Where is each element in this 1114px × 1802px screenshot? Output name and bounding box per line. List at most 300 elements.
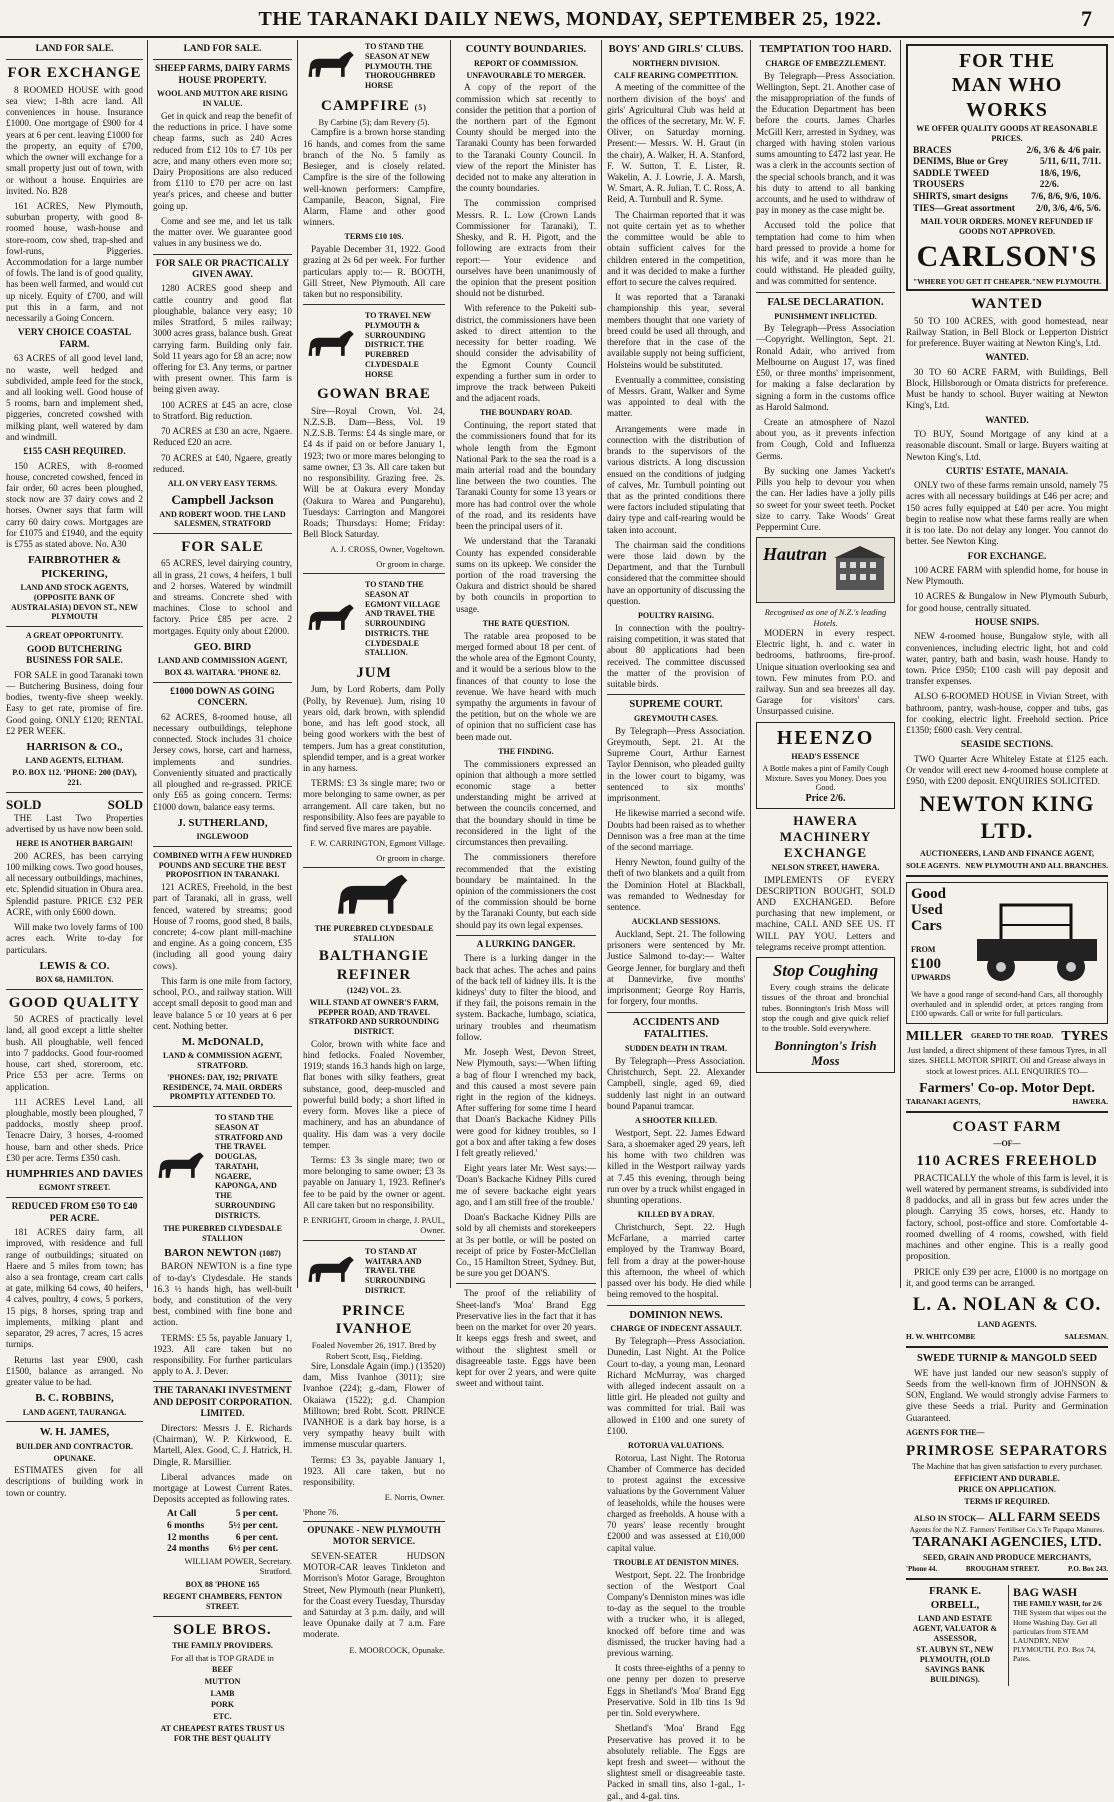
article-subhead: THE BOUNDARY ROAD. [479,408,573,418]
column-rule [750,40,751,1288]
fee-line: TERMS £10 10S. [344,232,404,242]
horse-pedigree: By Carbine (5); dam Revery (5). [318,117,430,128]
article-text: The proof of the reliability of Sheet-land's 'Moa' Brand Egg Preservative lies in the fact that it has been on the market for over 20 years. It keeps eggs fresh and sweet, and without the slightest smell or disagreeable taste. Eggs have been kept for over 2 years, and were quite sweet and without taint. [456,1288,596,1389]
article-text: In connection with the poultry-raising competition, it was stated that about 80 applications had been received. The committee discussed the matter of the provision of suitable birds. [607,622,745,689]
ad-heading: GOOD QUALITY [8,994,141,1011]
column-4 [456,40,596,1389]
farmers-left: TARANAKI AGENTS, [906,1097,981,1107]
carlsons-ad [906,44,1108,291]
irish-moss-ad [756,957,895,1073]
ad-heading: ALL ON VERY EASY TERMS. [167,478,278,488]
horse-name: JUM [356,665,392,682]
article-headline: A LURKING DANGER. [476,939,576,950]
article-subhead: CHARGE OF INDECENT ASSAULT. [610,1324,742,1334]
used-cars-ad [906,882,1108,1024]
orbell-address: ST. AUBYN ST., NEW PLYMOUTH, (OLD SAVINGS BANK BUILDINGS). [916,1645,994,1684]
article-text: Arrangements were made in connection with the distribution of brands to the supervisors of the various districts. A long discussion ensued on the conditions of judging of calves, Mr. Turnbull pointing out that as the printed conditions there were factors included stipulating that dairy type and calf-rearing would be taken into account. [607,423,745,535]
horse-caption: THE PUREBRED CLYDESDALE STALLION [314,923,434,943]
horse-number: (5) [414,102,427,112]
article-text: The commission comprised Messrs. R. L. Low (Crown Lands Commissioner for Taranaki), T. Shesky, and R. H. Pigott, and the following are extracts from their report:— Your evidence and ourselves have been unanimously of the opinion that the present position should not be disturbed. [456,198,596,299]
article-text: It costs three-eighths of a penny to one penny per dozen to preserve Eggs in Shetland's 'Moa' Brand Egg Preservative. Sold in 1lb tins 1s 9d per tin. Sold everywhere. [607,1663,745,1719]
stallion-name-text: BARON NEWTON [164,1246,257,1259]
ad-text: 100 ACRE FARM with splendid home, for house in New Plymouth. [906,565,1108,587]
agent-box: P.O. BOX 112. 'PHONE: 200 (DAY), 221. [12,768,137,787]
signature: E. Norris, Owner. [384,1492,445,1503]
newton-king-brand: NEWTON KING LTD. [919,791,1095,844]
price-value: 7/6, 8/6, 9/6, 10/6. [1031,191,1101,202]
horse-caption: THE PUREBRED CLYDESDALE STALLION [163,1224,282,1244]
ad-text: 8 ROOMED HOUSE with good sea view; 1-8th acre land. All conveniences in house. Insurance £1000. One mortgage of £900 for 4 years at 6 per cent. leaving £1000 for the property, an equity of £700, which the owner will exchange for a small property just out of town, with or without a house. Enquiries are invited. No. B28 [6,84,143,196]
ad-text: Directors: Messrs J. E. Richards (Chairman), W. P. Kirkwood, E. Martell, Alex. Good, C. J. Hatrick, H. Dingle, R. Marsillier. [153,1422,292,1467]
sole-sub: THE FAMILY PROVIDERS. [172,1640,273,1650]
ad-heading: A GREAT OPPORTUNITY. [25,631,124,641]
article-text: The Chairman reported that it was not quite certain yet as to whether the committee would be able to obtain sufficient calves for the children entered in the competition, and it was decided to make a further effort to secure the calves required. [607,209,745,288]
newton-king-sub: AUCTIONEERS, LAND AND FINANCE AGENT, [919,849,1095,859]
nolan-right: SALESMAN. [1064,1331,1108,1341]
ad-text: 70 ACRES at £30 an acre, Ngaere. Reduced £20 an acre. [153,426,292,448]
irish-moss-title: Stop Coughing [772,961,879,981]
ad-text: 62 ACRES, 8-roomed house, all necessary outbuildings, telephone connected. Stock includes 31 choice Jersey cows, horse, cart and harness, implements and sundries. Conveniently situated and practically all ploughed and re-grassed. PRICE only £65 as going concern. Terms: £1000 down, balance easy terms. [153,711,292,812]
ad-text: This farm is one mile from factory, school, P.O., and railway station. Will accept small deposit to good man and leave balance 5 or 10 years at 6 per cent. Nothing better. [153,975,292,1031]
sold-label: SOLD [107,796,143,812]
horse-name: BALTHANGIE REFINER [318,948,430,983]
agent-address: AND ROBERT WOOD. THE LAND SALESMEN, STRATFORD [159,509,286,529]
agent-address: EGMONT STREET. [38,1183,111,1193]
section-heading: LAND FOR SALE. [35,44,114,54]
ad-text: ALSO 6-ROOMED HOUSE in Vivian Street, with bathroom, pantry, wash-house, copper and tubs, gas for cooking, electric light. Freehold section. Price £1350; £600 cash. Very central. [906,691,1108,736]
article-subhead: CHARGE OF EMBEZZLEMENT. [765,58,886,68]
ad-text: The Machine that has given satisfaction to every purchaser. [912,1461,1102,1471]
signature: P. ENRIGHT, Groom in charge, J. PAUL, Owner. [303,1215,445,1236]
column-5 [607,40,745,1801]
prim-item: TERMS IF REQUIRED. [964,1497,1050,1507]
ad-text: PRACTICALLY the whole of this farm is level, it is well watered by permanent streams, is subdivided into 8 paddocks, and all in grass but few acres under the plough. Carrying 35 cows, horses, etc. Handy to factory, school, post-office and store. Comfortable 4-roomed dwelling of 4 rooms, cowshed, with field machines and other engine. This is a really good proposition. [906,1172,1108,1262]
ad-text: 10 ACRES & Bungalow in New Plymouth Suburb, for good house, centrally situated. [906,591,1108,613]
horse-illustration-icon [153,1149,211,1185]
horse-illustration-icon [303,600,361,638]
sole-item: ETC. [213,1712,232,1722]
agent-box: BOX 43. WAITARA. 'PHONE 82. [164,668,281,678]
agent-name: HUMPHRIES AND DAVIES [6,1168,143,1181]
ad-heading: HERE IS ANOTHER BARGAIN! [16,839,133,849]
ad-text: Come and see me, and let us talk the matter over. We guarantee good values in any business we do. [153,215,292,249]
column-rule [601,40,602,1288]
heenzo-text: A Bottle makes a pint of Family Cough Mixture. Saves you Money. Does you Good. [762,763,889,793]
column-2 [153,40,292,1743]
article-subhead: GREYMOUTH CASES. [633,714,718,723]
stallion-name [153,1247,292,1260]
stand-notice: TO STAND THE SEASON AT STRATFORD AND THE TRAVEL DOUGLAS, TARATAHI, NGAERE, KAPONGA, AND THE SURROUNDING DISTRICTS. [215,1113,283,1220]
ad-heading: WANTED. [985,415,1029,426]
agent-name: B. C. ROBBINS, [35,1392,114,1405]
horse-name: GOWAN BRAE [317,386,431,403]
price-row [913,169,1101,192]
ad-heading: WANTED. [985,353,1029,364]
all-farm-seeds: ALL FARM SEEDS [988,1508,1101,1524]
stallion-number: (1087) [259,1248,281,1258]
sole-item: LAMB [210,1688,235,1698]
article-headline: ACCIDENTS AND FATALITIES. [632,1016,720,1041]
signature: WILLIAM POWER, Secretary. Stratford. [184,1555,292,1577]
tar-phone: 'Phone 44. [906,1564,938,1573]
article-text: The chairman said the conditions were those laid down by the Department, and that the Turnbull considered that the committee should have an opportunity of discussing the question. [607,539,745,606]
ad-heading: MAN WHO WORKS [951,74,1063,121]
article-text: By Telegraph—Press Association. Christchurch, Sept. 22. Alexander Campbell, single, aged 69, died suddenly last night in an outward bound Papanui tramcar. [607,1055,745,1111]
newton-king-right: NEW PLYMOUTH AND ALL BRANCHES. [965,860,1108,870]
ad-text: 65 ACRES, level dairying country, all in grass, 21 cows, 4 heifers, 1 bull and 2 horses. Watered by windmill and streams. Concrete shed with machines. Close to school and factory. Price £85 per acre. 2 mortgages. Equity only about £2000. [153,558,292,636]
ad-text: Campfire is a brown horse standing 16 hands, and comes from the same branch of the No. 5 family as Besieger, and is closely related. Campfire is the sire of the following well-known performers: Campfire, Campanile, Beacon, Signal, Fire Alarm, Flame and other good winners. [303,127,445,228]
stand-notice: TO STAND THE SEASON AT NEW PLYMOUTH. THE THOROUGHBRED HORSE [365,42,436,90]
article-headline: TEMPTATION TOO HARD. [759,44,892,55]
ad-text: TWO Quarter Acre Whiteley Estate at £125 each. Or vendor will erect new 4-roomed house complete at £950, with £200 deposit. ENQUIRIES SOLICITED. [906,753,1108,787]
sole-text: For all that is TOP GRADE in [171,1652,274,1663]
agent-address: LAND & COMMISSION AGENT, STRATFORD. [163,1051,282,1071]
ad-heading: 110 ACRES FREEHOLD [916,1153,1098,1170]
column-7 [906,40,1108,1684]
used-cars-text: We have a good range of second-hand Cars, all thoroughly overhauled and in splendid order, at prices ranging from £100 upwards. Call or write for full particulars. [911,989,1103,1019]
ad-heading: £1000 DOWN AS GOING CONCERN. [170,686,275,709]
heenzo-sub: HEAD'S ESSENCE [791,752,860,762]
ad-heading: HAWERA MACHINERY EXCHANGE [779,813,872,860]
ad-text: MODERN in every respect. Electric light, h. and c. water in bedrooms, bathrooms, fire-proof. Unique situation overlooking sea and town. Few minutes from P.O. and railway. Sun and sea breezes all day. Garage for visitors' cars. Unsurpassed cuisine. [756,627,895,717]
ad-text: 70 ACRES at £40, Ngaere, greatly reduced. [153,452,292,474]
ad-text: 181 ACRES dairy farm, all improved, with residence and full range of outbuildings; situated on Haere and 5 miles from town; has also a sea frontage, cream cart calls at gate, milking 64 cows, 40 heifers, 4 calves, poultry, 4 cows, 5 porkers, 15 pigs, 8 horses, spring trap and implements, milking plant and separator, 29 acres, 7 acres, 15 acres turnips. [6,1227,143,1350]
article-subhead: PUNISHMENT INFLICTED. [774,311,877,321]
horse-illustration-icon [303,326,361,364]
sold-label: SOLD [6,796,42,812]
sole-footer: AT CHEAPEST RATES TRUST US FOR THE BEST QUALITY [160,1723,285,1743]
tar-box: P.O. Box 243. [1067,1564,1108,1573]
agent-name: M. McDONALD, [181,1035,264,1048]
horse-illustration-icon [329,872,419,922]
article-text: Accused told the police that temptation had come to him when hard pressed to provide a home for his wife, and it was more than he could withstand. He pleaded guilty, and was committed for sentence. [756,220,895,287]
article-text: By Telegraph—Press Association. Dunedin, Last Night. At the Police Court to-day, a young man, Leonard Richard McMurray, was charged with alleged indecent assault on a little girl. He pleaded not guilty and was committed for trial. Bail was allowed in £100 and one surety of £100. [607,1336,745,1436]
article-text: There is a lurking danger in the back that aches. The aches and pains of the back tell of kidney ills. It is the kidneys' duty to filter the blood, and if they fail, the poisons remain in the system. Backache, lumbago, sciatica, urinary troubles and rheumatism follow. [456,953,596,1042]
agent-name: HARRISON & CO., [26,741,123,754]
prim-item: EFFICIENT AND DURABLE. [954,1473,1060,1483]
article-subhead: UNFAVOURABLE TO MERGER. [466,70,586,80]
ad-text: ONLY two of these farms remain unsold, namely 75 acres with all necessary buildings at £46 per acre; and 150 acres fully equipped at £40 per acre. You might begin to realise now what these farms really are when it is too late. Do not delay any longer. You cannot do better. See Newton King. [906,480,1108,547]
ad-heading: SHEEP FARMS, DAIRY FARMS HOUSE PROPERTY. [155,64,290,86]
ad-text: 161 ACRES, New Plymouth, suburban property, with good 8-roomed house, wash-house and store-room, cow shed, trap-shed and fowl-runs, Piggeries. Accommodation for a large number of fowls. The land is of good quality, has been well farmed, and would cut up nicely. Equity of £700, and will put this in a farm, and not necessarily a Going Concern. [6,200,143,324]
rates-table [153,1509,292,1555]
ad-heading: COAST FARM [952,1119,1062,1136]
agent-name: LEWIS & CO. [39,959,110,972]
section-heading: LAND FOR SALE. [183,44,262,54]
ad-heading: VERY CHOICE COASTAL FARM. [17,328,132,350]
price-item: SADDLE TWEED TROUSERS [913,168,990,191]
article-text: Westport, Sept. 22. James Edward Sara, a shoemaker aged 29 years, left his home with two children was killed in the Westport railway yards at 7.45 this evening, through being run over by a truck whilst engaged in shunting operations. [607,1127,745,1206]
ad-text: FOR SALE in good Taranaki town— Butchering Business, doing four bodies, twenty-five sheep weekly. Easy to get rate, promise of fire. Good going. ONLY £120; RENTAL £2 PER WEEK. [6,669,143,736]
article-text: Create an atmosphere of Nazol about you, as it prevents infection from Cough, Cold and Influenza Germs. [756,417,895,461]
horse-illustration-icon [303,1252,361,1290]
price-item: TIES—Great assortment [913,203,1015,214]
ad-text: Sire, Lonsdale Again (imp.) (13520) dam, Miss Ivanhoe (3011); sire Ivanhoe (224); g.-dam, Flower of Okaiawa (1522); g.d. Champion Milltown; bred Robt. Scott. PRINCE IVANHOE is a dark bay horse, is a very sympathy heavy built with immense muscular quarters. [303,1360,445,1450]
article-text: Continuing, the report stated that the commissioners found that for its whole length from the Egmont National Park to the sea the road is a main arterial road and the boundary line between the two counties. The Taranaki County for some 13 years or more has had control over the whole of the road, and its residents have been the principal users of it. [456,420,596,532]
ad-heading: COMBINED WITH A FEW HUNDRED POUNDS AND SECURE THE BEST PROPOSITION IN TARANAKI. [153,850,292,880]
rate-value: 6½ per cent. [228,1544,278,1555]
article-text: By Telegraph—Press Association. Greymouth, Sept. 21. At the Supreme Court, Arthur Earnest Taylor Dennison, who pleaded guilty in the lower court to bigamy, was sentenced to six months' imprisonment. [607,725,745,804]
masthead [0,0,1114,38]
page-number: 7 [1081,6,1092,31]
bank-address: REGENT CHAMBERS, FENTON STREET. [162,1592,283,1611]
article-text: Doan's Backache Kidney Pills are sold by all chemists and storekeepers at 3s per bottle, or will be posted on receipt of price by Foster-McClellan Co., 15 Hamilton Street, Sydney. But, be sure you get DOAN'S. [456,1212,596,1279]
agent-name: FAIRBROTHER & PICKERING, [28,554,121,580]
orbell-ad [906,1585,1004,1686]
price-row [913,192,1101,204]
mail-orders: MAIL YOUR ORDERS. MONEY REFUNDED IF GOODS NOT APPROVED. [920,217,1094,236]
price-item: SHIRTS, smart designs [913,191,1008,202]
article-headline: SUPREME COURT. [629,699,723,711]
heenzo-ad [756,722,895,810]
price-item: DENIMS, Blue or Grey [913,157,1009,168]
article-subhead: THE FINDING. [498,746,554,756]
article-headline: COUNTY BOUNDARIES. [465,44,587,55]
horse-illustration-icon [303,47,361,85]
ad-text: Will make two lovely farms of 100 acres each. Write to-day for particulars. [6,922,143,955]
ad-text: 200 ACRES, has been carrying 100 milking cows. Two good houses, all necessary outbuildings, machines, etc. Splendid situation in Ohura area. Splendid pasture. PRICE £32 PER ACRE, with only £600 down. [6,850,144,917]
column-1 [6,40,144,1498]
article-text: He likewise married a second wife. Doubts had been raised as to whether Dennison was a free man at the time of the second marriage. [607,808,745,852]
horse-name [303,97,445,115]
tyres-label: TYRES [1061,1029,1108,1045]
ad-text: 100 ACRES at £45 an acre, close to Stratford. Big reduction. [153,399,292,421]
orbell-name: FRANK E. ORBELL, [929,1585,981,1611]
newton-king-left: SOLE AGENTS. [906,860,961,870]
ad-text: Returns last year £900, cash £1500, balance as arranged. No greater value to be had. [6,1354,143,1387]
ad-text: WE have just landed our new season's supply of Seeds from the well-known firm of JOHNSON & SON, England. We would strongly advise Farmers to give these Seeds a trial. Purity and Germination Guaranteed. [906,1367,1108,1423]
article-subhead: ROTORUA VALUATIONS. [628,1441,724,1451]
phone-line: 'Phone 76. [303,1506,339,1517]
agent-address: OPUNAKE. [53,1453,96,1463]
column-rule [147,40,148,1288]
article-text: By Telegraph—Press Association—Copyright. Wellington, Sept. 21. Ronald Adair, who arrived from Melbourne on August 17, was fined £50, or three months' imprisonment, for making a false declaration by signing a form in the customs office as Harold Salmond. [756,323,895,412]
agent-address: LAND AGENTS, ELTHAM. [25,756,124,766]
ad-heading: HOUSE SNIPS. [974,617,1040,628]
price-value: 18/6, 19/6, 22/6. [1039,168,1081,191]
ad-text: 150 ACRES, with 8-roomed house, concreted cowshed, fenced in fair order, 60 acres been ploughed, stock now are 37 dairy cows and 2 horses. Owner says that farm will carry 60 dairy cows. Mortgages are for £1075 and £1940, and the equity is £755 as stated above. No. A30 [6,460,143,550]
sole-name: SOLE BROS. [173,1621,272,1638]
carlsons-slogan: "WHERE YOU GET IT CHEAPER." [913,277,1037,287]
ad-text: Sire—Royal Crown, Vol. 24, N.Z.S.B. Dam—Bess, Vol. 19 N.Z.S.B. Terms: £4 4s single mare, or £4 4s if paid on or before January 1, 1923; two or more mares belonging to same owner, £3 3s. All care taken but no responsibility. Grazing free. 2s. Will be at Oakura every Monday (Oakura to Warea and Pungarehu), Tuesdays: Carrington and Mangorei Roads; Thursdays: Home; Friday: Bell Block Saturday. [303,405,445,540]
rate-row [167,1544,278,1556]
article-text: Mr. Joseph West, Devon Street, New Plymouth, says:—'When lifting a bag of flour I wrenched my back, and this caused a most severe pain right in the region of the kidneys. After suffering for some time I heard that Doan's Backache Kidney Pills were good for kidney troubles, so I got a box and after taking a few doses I felt greatly relieved.' [456,1047,596,1159]
ad-address: NELSON STREET, HAWERA. [771,862,880,872]
ad-text: Color, brown with white face and hind fetlocks. Foaled November, 1919; stands 16.3 hands high on large, flat bones with silky feathers, great substance, good, deep-muscled and powerful build body; a short lifted in every form. Moves like a piece of machinery, and has an abundance of quality. His dam was a very docile temper. [303,1038,445,1150]
ad-heading: PRIMROSE SEPARATORS [906,1442,1108,1459]
ad-text: 121 ACRES, Freehold, in the best part of Taranaki, all in grass, well fenced, watered by streams; good House of 7 rooms, good shed, 8 bails, concrete; 4-cow plant mill-machine and engine. As a going concern, £35 (including all good young dairy cows). [153,882,292,971]
agent-phone: 'PHONES: DAY, 192; PRIVATE RESIDENCE, 74. MAIL ORDERS PROMPTLY ATTENDED TO. [162,1072,283,1102]
ad-heading: WOOL AND MUTTON ARE RISING IN VALUE. [157,89,288,109]
article-text: A copy of the report of the commission which sat recently to consider the petition that a portion of the northern part of the Egmont County should be merged into the Taranaki County has been forwarded to the Taranaki County Council. In view of the report the Minister has decided not to make any alteration in the county boundaries. [456,82,596,194]
ad-text: SEVEN-SEATER HUDSON MOTOR-CAR leaves Tinkleton and Morrison's Motor Garage, Broughton Street, New Plymouth (near Plunkett), for the Coast every Tuesday, Thursday and Saturday at 3 p.m. daily, and will leave Opunake daily at 7 a.m. Fare moderate. [303,1550,445,1640]
ad-heading: FOR THE [958,50,1056,72]
signature: F. W. CARRINGTON, Egmont Village. [310,838,445,849]
article-headline: BOYS' AND GIRLS' CLUBS. [608,44,744,55]
article-subhead: REPORT OF COMMISSION. [474,58,578,68]
article-text: The commissioners therefore recommended that the existing boundary be maintained. In the opinion of the commissioners the cost of the commission should be borne by the Taranaki County, but each side should pay its own legal expenses. [456,852,596,930]
taranaki-agencies-brand: TARANAKI AGENCIES, LTD. [912,1534,1102,1550]
ad-text: NEW 4-roomed house, Bungalow style, with all conveniences, including electric light, hot and cold water, pantry, bath and basin, wash house. Handy to town. Price £950; £100 cash will pay deposit and transfer expenses. [906,631,1108,687]
sole-item: PORK [210,1700,235,1710]
irish-moss-text: Every cough strains the delicate tissues of the throat and bronchial tubes. Bonnington's Irish Moss will stop the cough and give quick relief to the trouble. Sold everywhere. [762,981,889,1034]
rate-value: 6 per cent. [235,1532,278,1543]
article-subhead: SUDDEN DEATH IN TRAM. [625,1044,727,1054]
ad-text: TERMS: £5 5s, payable January 1, 1923. All care taken but no responsibility. For further particulars apply to A. J. Dever. [153,1332,292,1377]
prim-item: PRICE ON APPLICATION. [958,1485,1056,1495]
agent-name: GEO. BIRD [193,640,252,653]
ad-text: ESTIMATES given for all descriptions of building work in town or country. [6,1465,143,1498]
ad-heading: REDUCED FROM £50 TO £40 PER ACRE. [11,1202,138,1224]
stand-notice: TO TRAVEL NEW PLYMOUTH & SURROUNDING DISTRICT. THE PUREBRED CLYDESDALE HORSE [365,311,432,379]
taranaki-agencies-sub: SEED, GRAIN AND PRODUCE MERCHANTS, [922,1553,1091,1563]
article-subhead: KILLED BY A DRAY. [637,1210,715,1220]
column-rule [450,40,451,1288]
irish-moss-brand: Bonnington's Irish Moss [774,1037,877,1069]
agent-address: INGLEWOOD [196,832,249,842]
rate-row [167,1521,278,1533]
ad-text: 63 ACRES of all good level land, no waste, well hedged and subdivided, ample feed for the stock, and all looking well. Good house of 5 rooms, barn and implement shed, piggeries, concreted cowshed with milking plant, well watered by dam and windmill. [6,353,143,442]
ad-text: PRICE only £39 per acre, £1000 is no mortgage on it, and good terms can be arranged. [906,1266,1108,1288]
tyres-text: Just landed, a direct shipment of these famous Tyres, in all sizes. SHELL MOTOR SPIRIT. Oil and Grease always in stock at lowest prices. ALL ENQUIRIES TO— [907,1045,1107,1076]
ad-text: Terms: £3 3s, payable January 1, 1923. All care taken, but no responsibility. [303,1454,445,1488]
article-subhead: A SHOOTER KILLED. [634,1115,718,1125]
used-cars-price: £100 [911,956,941,973]
agent-address: LAND AGENT, TAURANGA. [22,1407,127,1417]
agent-address: LAND AND COMMISSION AGENT, [157,656,288,666]
article-text: The ratable area proposed to be merged formed about 18 per cent. of the whole area of the Egmont County, and it would be a serious blow to the finances of that county to lose the revenue. We have heard with much sympathy the arguments in favour of the petition, but on the whole we are of opinion that no sufficient case has been made out. [456,630,596,742]
ad-text: Payable December 31, 1922. Good grazing at 2s 6d per week. For further particulars apply to:— R. BOOTH, Gill Street, New Plymouth. All care taken but no responsibility. [303,244,445,299]
ad-text: Agents for the N.Z. Farmers' Fertiliser Co.'s Te Papapa Manures. [909,1524,1105,1534]
miller-slogan: GEARED TO THE ROAD. [971,1032,1054,1041]
nolan-left: H. W. WHITCOMBE [906,1331,976,1341]
ad-heading: —OF— [993,1138,1021,1148]
column-rule [900,40,901,1288]
nolan-sub: LAND AGENTS. [977,1320,1037,1330]
hotel-ad-image [756,537,895,603]
column-rule [297,40,298,1288]
rate-value: 5 per cent. [235,1509,278,1520]
ad-text: BARON NEWTON is a fine type of to-day's Clydesdale. He stands 16.3 ½ hands high, has well-built body, and constitution of the very best, combined with fine bone and action. [153,1261,292,1328]
article-subhead: AUCKLAND SESSIONS. [631,917,721,927]
tar-street: BROUGHAM STREET. [965,1564,1040,1573]
orbell-sub: LAND AND ESTATE AGENT, VALUATOR & ASSESSOR, [912,1614,998,1643]
miller-brand: MILLER [906,1029,963,1045]
rate-row [167,1509,278,1521]
bank-name: THE TARANAKI INVESTMENT AND DEPOSIT CORPORATION. LIMITED. [153,1386,292,1420]
ad-text: 1280 ACRES good sheep and cattle country and good flat ploughable, balance very easy; 10 miles Stratford, 5 miles railway; 3000 acres grass, balance bush. Great carrying farm. Building only fair. Sold 11 years ago for £8 an acre; now offering for £3. Any terms, or partner with present owner. This farm is being given away. [153,283,292,395]
article-text: Shetland's 'Moa' Brand Egg Preservative has proved it to be absolutely reliable. The Eggs are kept fresh and sweet— without the slightest smell or disagreeable taste. Packed in small tins, also 1-gal., 1-gal., and 4-gal. tins. [607,1723,745,1801]
sole-item: BEEF [212,1665,233,1675]
agent-name: J. SUTHERLAND, [177,816,268,829]
hotel-caption: Recognised as one of N.Z.'s leading Hotels. [764,607,887,628]
bank-box: BOX 88 'PHONE 165 [185,1580,260,1590]
used-cars-heading: Good Used Cars [911,886,947,934]
article-text: It was reported that a Taranaki championship this year, several members thought that one variety of breed could be used all through, and therefore that in the case of the available supply not being sufficient, Holsteins would be substituted. [607,292,745,370]
stand-notice: TO STAND THE SEASON AT EGMONT VILLAGE AND TRAVEL THE SURROUNDING DISTRICTS. THE CLYDESDALE STALLION. [365,580,441,658]
heenzo-price: Price 2/6. [805,793,846,805]
ad-text: 30 TO 60 ACRE FARM, with Buildings, Bell Block, Hillsborough or Omata districts for preference. Must be handy to school. Buyer waiting at Newton King's, Ltd. [906,366,1108,411]
article-subhead: TROUBLE AT DENISTON MINES. [613,1557,739,1567]
article-text: Eventually a committee, consisting of Messrs. Grant, Walker and Syme was appointed to deal with the matter. [607,374,745,419]
price-line: £155 CASH REQUIRED. [23,447,126,458]
article-text: By Telegraph—Press Association. Wellington, Sept. 21. Another case of the misappropriation of the funds of the Education Department has been before the courts. James Charles McGill Kerr, arrested in Sydney, was charged with having stolen various sums amounting to £472 last year. He was a clerk in the accounts section of the special schools branch, and it was his duty to attend to all banking accounts, and he used to withdraw of pay in money as the case might be. [756,70,895,216]
ad-heading: FOR SALE [181,539,264,556]
article-text: We understand that the Taranaki County has expended considerable sums on its upkeep. We consider the portion of the road traversing the Oakura and district should be shared by both councils in proportion to usage. [456,536,596,614]
carlsons-location: NEW PLYMOUTH. [1036,277,1102,287]
bagwash-side: THE FAMILY WASH, for 2/6 [1013,1599,1102,1608]
nolan-brand: L. A. NOLAN & CO. [912,1293,1102,1315]
article-subhead: CALF REARING COMPETITION. [614,70,738,80]
signature: E. MOORCOCK, Opunake. [349,1644,445,1655]
price-item: BRACES [913,145,952,156]
used-cars-from: FROM [911,945,936,955]
ad-text: Terms: £3 3s single mare; two or more belonging to same owner; £3 3s payable on January 1, 1923. Refiner's fee to be paid by the owner or agent. All care taken but no responsibility. [303,1155,445,1210]
article-subhead: POULTRY RAISING. [637,611,715,621]
ad-heading: WANTED [971,296,1043,313]
rate-label: 12 months [167,1532,209,1543]
sole-item: MUTTON [204,1676,241,1686]
ad-text: Jum, by Lord Roberts, dam Polly (Polly, by Revenue). Jum, rising 10 years old, dark brown, with splendid bone, and has left good stock, all being good workers with the best of tempers. Jum has a great constitution, splendid temper, and is a great worker in any harness. [303,684,445,773]
car-icon [971,889,1103,989]
agent-address: BOX 68, HAMILTON. [35,975,114,985]
ad-text: 50 TO 100 ACRES, with good homestead, near Railway Station, in Bell Block or Lepperton District for preference. Buyer waiting at Newton King's, Ltd. [906,315,1108,349]
column-6 [756,40,895,1288]
heenzo-title: HEENZO [776,726,875,749]
ad-text: TO BUY, Sound Mortgage of any kind at a reasonable discount. Small or large. Buyers waiting at Newton King's, Ltd. [906,429,1108,462]
rate-value: 5½ per cent. [228,1520,278,1531]
bagwash-text: THE System that wipes out the Home Washing Day. Get all particulars from STEAM LAUNDRY, NEW PLYMOUTH. P.O. Box 74, Pates. [1013,1608,1107,1664]
article-text: With reference to the Pukeiti sub-district, the commissioners have been asked to direct attention to the necessity for better roading. We should consider the advisability of the Egmont County Council expending a further sum in order to improve the track between Pukeiti and the adjacent roads. [456,303,596,404]
farmers-coop-brand: Farmers' Co-op. Motor Dept. [919,1081,1095,1097]
horse-number: (1242) VOL. 23. [346,986,402,996]
article-text: Rotorua, Last Night. The Rotorua Chamber of Commerce has decided to protest against the excessive valuations by the Government Valuer of leaseholds, while the houses were charged as freeholds. A house with a 70 years' lease recently brought £2000 and was assessed at £10,000 capital value. [607,1452,745,1553]
used-cars-upwards: UPWARDS [911,973,951,983]
rate-label: At Call [167,1509,197,1520]
article-headline: DOMINION NEWS. [629,1309,723,1321]
signature: Or groom in charge. [376,852,445,863]
horse-name-text: CAMPFIRE [321,97,410,114]
also-in-stock: ALSO IN STOCK— [913,1513,985,1523]
article-text: Christchurch, Sept. 22. Hugh McFarlane, a married carter employed by the Tramway Board, fell from a dray at the power-house this afternoon, the wheel of which passed over his body. He died while being removed to the hospital. [607,1222,745,1300]
rate-label: 6 months [167,1520,205,1531]
ad-text: 111 ACRES Level Land, all ploughable, mostly been ploughed, 7 paddocks, mostly sheep proof. Tenacre Dairy, 3 horses, 4-roomed house, barn and other sheds. Price £30 per acre. Terms £350 cash. [6,1096,143,1163]
price-value: 5/11, 6/11, 7/11. [1040,157,1101,168]
ad-heading: OPUNAKE - NEW PLYMOUTH MOTOR SERVICE. [307,1526,441,1548]
article-subhead: NORTHERN DIVISION. [632,58,720,68]
ad-heading: AGENTS FOR THE— [906,1427,985,1437]
bagwash-ad [1013,1585,1108,1686]
price-value: 2/0, 3/6, 4/6, 5/6. [1035,203,1101,214]
ad-text: IMPLEMENTS OF EVERY DESCRIPTION BOUGHT, SOLD AND EXCHANGED. Before purchasing that new implement, or machine, CALL AND SEE US. IT WILL PAY YOU. Letters and telegrams receive prompt attention. [756,874,895,952]
building-icon [830,544,890,594]
price-value: 2/6, 3/6 & 4/6 pair. [1026,145,1101,156]
signature: A. J. CROSS, Owner, Vogeltown. [330,544,445,555]
agent-address: BUILDER AND CONTRACTOR. [16,1441,133,1451]
article-text: Henry Newton, found guilty of the theft of two blankets and a quilt from the Dominion Hotel at Blackball, was remanded to Wednesday for sentence. [607,857,745,913]
ad-heading: SEASIDE SECTIONS. [960,740,1054,751]
article-subhead: THE RATE QUESTION. [482,618,570,628]
ad-text: Get in quick and reap the benefit of the reductions in price. I have some cheap farms, such as 240 Acres reduced from £12 10s to £7 10s per acre, and many others even more so; Dairy Propositions are also reduced from £110 to £70 per acre on last year's prices, and cheese and butter going up. [153,110,292,211]
farmers-right: HAWERA. [1072,1097,1108,1107]
rate-label: 24 months [167,1544,209,1555]
article-text: By sucking one James Yackett's Pills you help to devour you when the can. Her ladies have a jolly pills so sweet for your sweet teeth. Pocket size to carry. Take Woods' Great Peppermint Cure. [756,465,895,532]
ad-text: Liberal advances made on mortgage at Lowest Current Rates. Deposits accepted as following rates. [153,1471,292,1505]
hotel-name: Hautran [763,544,828,565]
ad-heading: FOR EXCHANGE [7,65,142,82]
column-3 [303,40,445,1655]
ad-text: TERMS: £3 3s single mare; two or more belonging to same owner, as per arrangement. All care taken, but no responsibility. Also fees are payable to find served five mares are payable. [303,778,445,834]
